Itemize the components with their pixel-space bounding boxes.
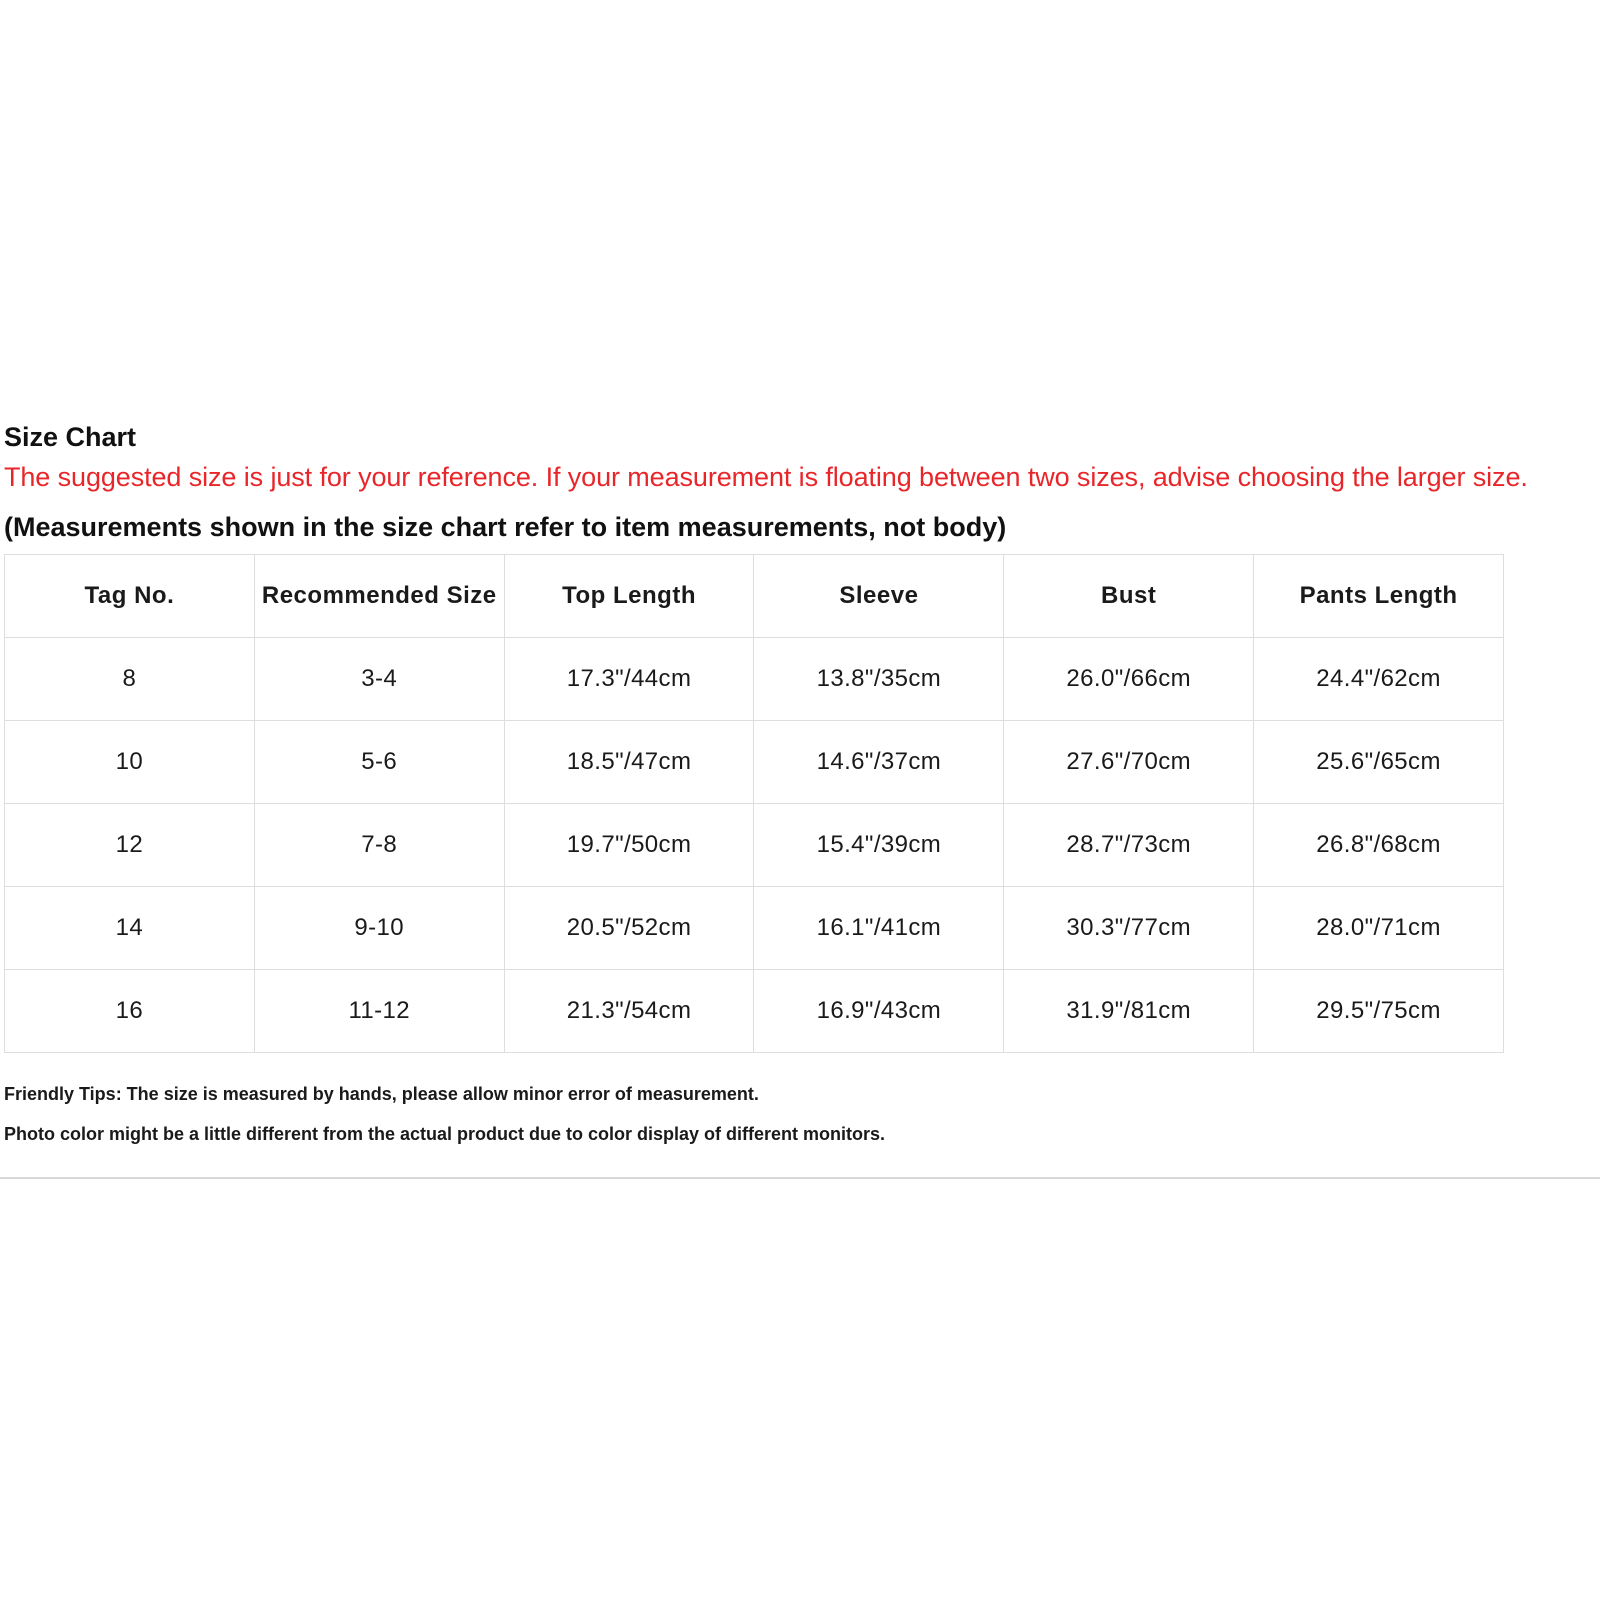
cell-tag-no: 16 bbox=[5, 970, 255, 1053]
size-table bbox=[4, 554, 1504, 1053]
table-header-row bbox=[5, 555, 1504, 638]
measurement-note: (Measurements shown in the size chart refer to item measurements, not body) bbox=[4, 512, 1007, 542]
cell-sleeve: 14.6"/37cm bbox=[754, 721, 1004, 804]
header-bust: Bust bbox=[1004, 555, 1254, 638]
cell-pants-length: 29.5"/75cm bbox=[1254, 970, 1504, 1053]
page-title: Size Chart bbox=[4, 422, 137, 452]
cell-bust: 26.0"/66cm bbox=[1004, 638, 1254, 721]
photo-color-tip: Photo color might be a little different from the actual product due to color display of different monitors. bbox=[4, 1124, 886, 1144]
size-notice: The suggested size is just for your reference. If your measurement is floating between two sizes, advise choosing the larger size. bbox=[4, 462, 1528, 492]
header-tag-no: Tag No. bbox=[5, 555, 255, 638]
cell-top-length: 20.5"/52cm bbox=[504, 887, 754, 970]
cell-bust: 31.9"/81cm bbox=[1004, 970, 1254, 1053]
cell-top-length: 17.3"/44cm bbox=[504, 638, 754, 721]
cell-pants-length: 25.6"/65cm bbox=[1254, 721, 1504, 804]
table-row bbox=[5, 638, 1504, 721]
cell-recommended-size: 7-8 bbox=[254, 804, 504, 887]
cell-recommended-size: 5-6 bbox=[254, 721, 504, 804]
table-row bbox=[5, 721, 1504, 804]
cell-pants-length: 28.0"/71cm bbox=[1254, 887, 1504, 970]
cell-sleeve: 16.9"/43cm bbox=[754, 970, 1004, 1053]
cell-sleeve: 16.1"/41cm bbox=[754, 887, 1004, 970]
divider-line bbox=[0, 1177, 1600, 1179]
cell-pants-length: 26.8"/68cm bbox=[1254, 804, 1504, 887]
table-row bbox=[5, 970, 1504, 1053]
cell-bust: 30.3"/77cm bbox=[1004, 887, 1254, 970]
cell-top-length: 18.5"/47cm bbox=[504, 721, 754, 804]
cell-tag-no: 10 bbox=[5, 721, 255, 804]
size-chart-section bbox=[4, 420, 1596, 1163]
cell-recommended-size: 3-4 bbox=[254, 638, 504, 721]
header-top-length: Top Length bbox=[504, 555, 754, 638]
cell-sleeve: 15.4"/39cm bbox=[754, 804, 1004, 887]
cell-pants-length: 24.4"/62cm bbox=[1254, 638, 1504, 721]
table-row bbox=[5, 804, 1504, 887]
header-recommended-size: Recommended Size bbox=[254, 555, 504, 638]
tips-block bbox=[4, 1083, 1596, 1163]
table-row bbox=[5, 887, 1504, 970]
cell-top-length: 19.7"/50cm bbox=[504, 804, 754, 887]
header-pants-length: Pants Length bbox=[1254, 555, 1504, 638]
cell-bust: 27.6"/70cm bbox=[1004, 721, 1254, 804]
cell-tag-no: 14 bbox=[5, 887, 255, 970]
cell-recommended-size: 11-12 bbox=[254, 970, 504, 1053]
friendly-tip: Friendly Tips: The size is measured by hands, please allow minor error of measurement. bbox=[4, 1084, 759, 1104]
cell-tag-no: 8 bbox=[5, 638, 255, 721]
cell-recommended-size: 9-10 bbox=[254, 887, 504, 970]
cell-top-length: 21.3"/54cm bbox=[504, 970, 754, 1053]
header-sleeve: Sleeve bbox=[754, 555, 1004, 638]
cell-tag-no: 12 bbox=[5, 804, 255, 887]
cell-bust: 28.7"/73cm bbox=[1004, 804, 1254, 887]
cell-sleeve: 13.8"/35cm bbox=[754, 638, 1004, 721]
